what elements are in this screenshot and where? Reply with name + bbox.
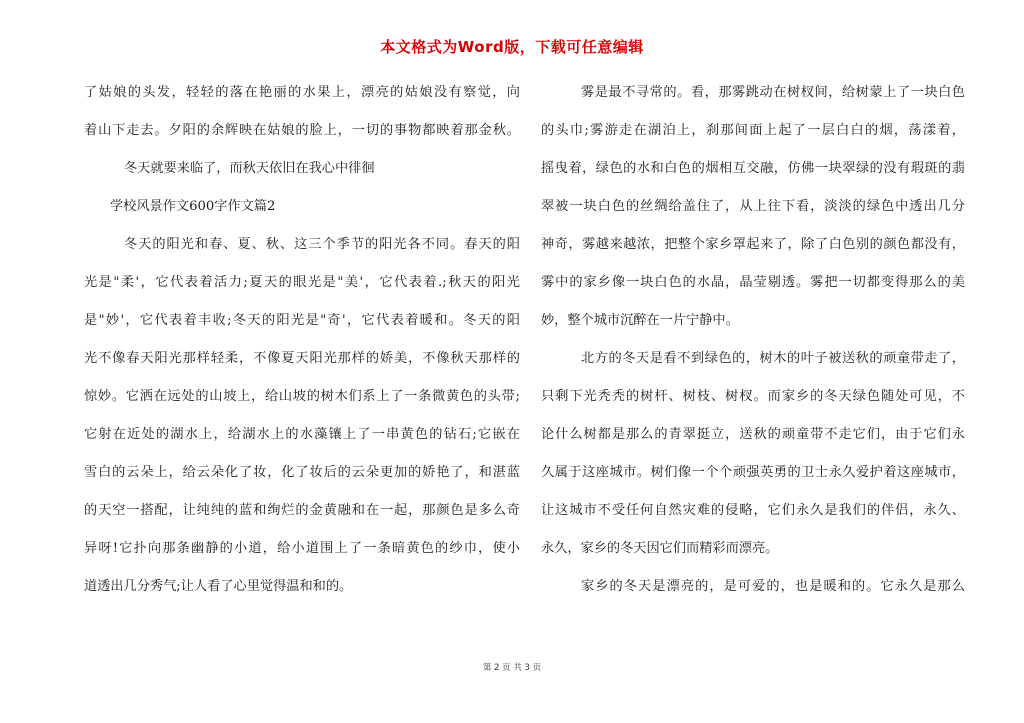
right-text-column xyxy=(541,80,965,612)
text-line: 家乡的冬天是漂亮的，是可爱的，也是暖和的。它永久是那么 xyxy=(581,579,965,594)
text-line: 妙，整个城市沉醉在一片宁静中。 xyxy=(541,313,739,328)
text-line: 它射在近处的湖水上，给湖水上的水藻镶上了一串黄色的钻石;它嵌在 xyxy=(84,427,520,442)
text-line: 让这城市不受任何自然灾难的侵略，它们永久是我们的伴侣，永久、 xyxy=(541,503,965,518)
text-line: 神奇，雾越来越浓，把整个家乡罩起来了，除了白色别的颜色都没有， xyxy=(541,237,965,252)
text-line: 异呀!它扑向那条幽静的小道，给小道围上了一条暗黄色的纱巾，使小 xyxy=(84,541,520,556)
text-line: 惊妙。它洒在远处的山坡上，给山坡的树木们系上了一条微黄色的头带; xyxy=(84,389,520,404)
text-line: 雪白的云朵上，给云朵化了妆，化了妆后的云朵更加的娇艳了，和湛蓝 xyxy=(84,465,520,480)
text-line: 摇曳着，绿色的水和白色的烟相互交融，仿佛一块翠绿的没有瑕斑的翡 xyxy=(541,161,965,176)
text-line: 冬天就要来临了，而秋天依旧在我心中徘徊 xyxy=(124,161,375,176)
text-line: 光是"柔'，它代表着活力;夏天的眼光是"美'，它代表着.;秋天的阳光 xyxy=(84,275,520,290)
text-line: 只剩下光秃秃的树杆、树枝、树杈。而家乡的冬天绿色随处可见，不 xyxy=(541,389,965,404)
text-line: 着山下走去。夕阳的余辉映在姑娘的脸上，一切的事物都映着那金秋。 xyxy=(84,123,520,138)
text-line: 冬天的阳光和春、夏、秋、这三个季节的阳光各不同。春天的阳 xyxy=(124,237,520,252)
text-line: 永久，家乡的冬天因它们而精彩而漂亮。 xyxy=(541,541,779,556)
text-line: 雾是最不寻常的。看，那雾跳动在树杈间，给树蒙上了一块白色 xyxy=(581,85,965,100)
text-line: 是"妙'，它代表着丰收;冬天的阳光是"奇'，它代表着暖和。冬天的阳 xyxy=(84,313,520,328)
text-line: 道透出几分秀气;让人看了心里觉得温和和的。 xyxy=(84,579,353,594)
page-number-footer: 第 2 页 共 3 页 xyxy=(482,663,542,673)
text-line: 的头巾;雾游走在湖泊上，刹那间面上起了一层白白的烟，荡漾着， xyxy=(541,123,965,138)
text-line: 论什么树都是那么的青翠挺立，送秋的顽童带不走它们，由于它们永 xyxy=(541,427,965,442)
text-line: 学校风景作文600字作文篇2 xyxy=(110,199,276,214)
text-line: 了姑娘的头发，轻轻的落在艳丽的水果上，漂亮的姑娘没有察觉，向 xyxy=(84,85,520,100)
text-line: 翠被一块白色的丝绸给盖住了，从上往下看，淡淡的绿色中透出几分 xyxy=(541,199,965,214)
text-line: 北方的冬天是看不到绿色的，树木的叶子被送秋的顽童带走了， xyxy=(581,351,965,366)
text-line: 久属于这座城市。树们像一个个顽强英勇的卫士永久爱护着这座城市， xyxy=(541,465,965,480)
text-line: 光不像春天阳光那样轻柔，不像夏天阳光那样的娇美，不像秋天那样的 xyxy=(84,351,520,366)
text-line: 的天空一搭配，让纯纯的蓝和绚烂的金黄融和在一起，那颜色是多么奇 xyxy=(84,503,520,518)
word-format-banner: 本文格式为Word版，下载可任意编辑 xyxy=(380,38,644,56)
text-line: 雾中的家乡像一块白色的水晶，晶莹剔透。雾把一切都变得那么的美 xyxy=(541,275,965,290)
left-text-column xyxy=(84,80,520,612)
